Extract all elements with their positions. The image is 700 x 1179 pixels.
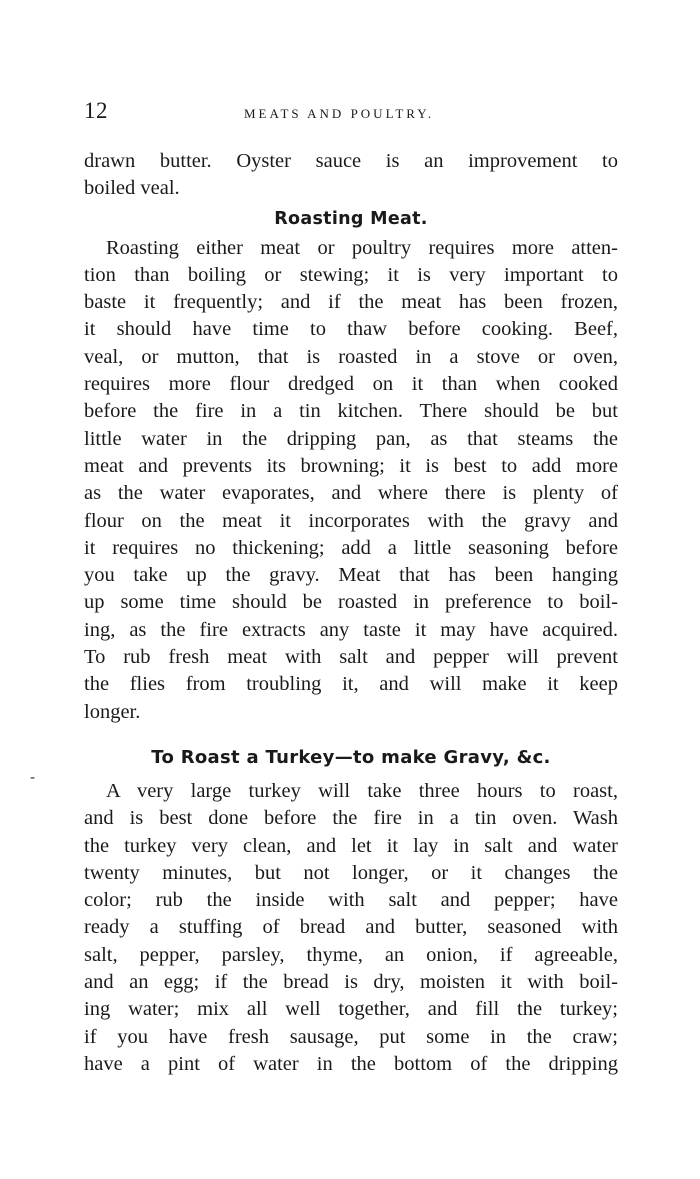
page-body — [84, 148, 618, 1078]
body-line: up some time should be roasted in preference to boil- — [84, 591, 618, 614]
body-line: and an egg; if the bread is dry, moisten it with boil- — [84, 971, 618, 994]
running-title: MEATS AND POULTRY. — [244, 106, 435, 121]
body-line: color; rub the inside with salt and pepper; have — [84, 889, 618, 912]
margin-mark: - — [30, 770, 36, 786]
body-line: little water in the dripping pan, as that steams the — [84, 427, 618, 450]
body-line: and is best done before the fire in a tin oven. Wash — [84, 807, 618, 830]
section-heading-roast-turkey: To Roast a Turkey—to make Gravy, &c. — [151, 746, 551, 768]
body-line: Roasting either meat or poultry requires more atten- — [106, 236, 618, 259]
running-head — [84, 98, 616, 138]
body-line: To rub fresh meat with salt and pepper will prevent — [84, 646, 618, 669]
body-line: ing water; mix all well together, and fill the turkey; — [84, 998, 618, 1021]
body-line: before the fire in a tin kitchen. There should be but — [84, 400, 618, 423]
body-line: tion than boiling or stewing; it is very important to — [84, 263, 618, 286]
body-line: the turkey very clean, and let it lay in salt and water — [84, 834, 618, 857]
page-number: 12 — [84, 98, 108, 123]
body-line: requires more flour dredged on it than when cooked — [84, 373, 618, 396]
body-line: salt, pepper, parsley, thyme, an onion, if agreeable, — [84, 943, 618, 966]
section-heading-roasting-meat: Roasting Meat. — [274, 208, 428, 229]
body-line: if you have fresh sausage, put some in the craw; — [84, 1025, 618, 1048]
body-line: the flies from troubling it, and will make it keep — [84, 673, 618, 696]
body-line: meat and prevents its browning; it is best to add more — [84, 454, 618, 477]
body-line: A very large turkey will take three hours to roast, — [106, 779, 618, 802]
body-line: have a pint of water in the bottom of the dripping — [84, 1052, 618, 1075]
body-line: veal, or mutton, that is roasted in a stove or oven, — [84, 345, 618, 368]
body-line: flour on the meat it incorporates with the gravy and — [84, 509, 618, 532]
body-line: twenty minutes, but not longer, or it changes the — [84, 861, 618, 884]
body-line: baste it frequently; and if the meat has been frozen, — [84, 291, 618, 314]
body-line: you take up the gravy. Meat that has been hanging — [84, 564, 618, 587]
body-line: longer. — [84, 700, 141, 723]
body-line: boiled veal. — [84, 177, 180, 200]
body-line: as the water evaporates, and where there is plenty of — [84, 482, 618, 505]
body-line: drawn butter. Oyster sauce is an improvement to — [84, 150, 618, 172]
body-line: it requires no thickening; add a little seasoning before — [84, 536, 618, 559]
body-line: ready a stuffing of bread and butter, seasoned with — [84, 916, 618, 939]
body-line: it should have time to thaw before cooking. Beef, — [84, 318, 618, 341]
body-line: ing, as the fire extracts any taste it may have acquired. — [84, 618, 618, 641]
